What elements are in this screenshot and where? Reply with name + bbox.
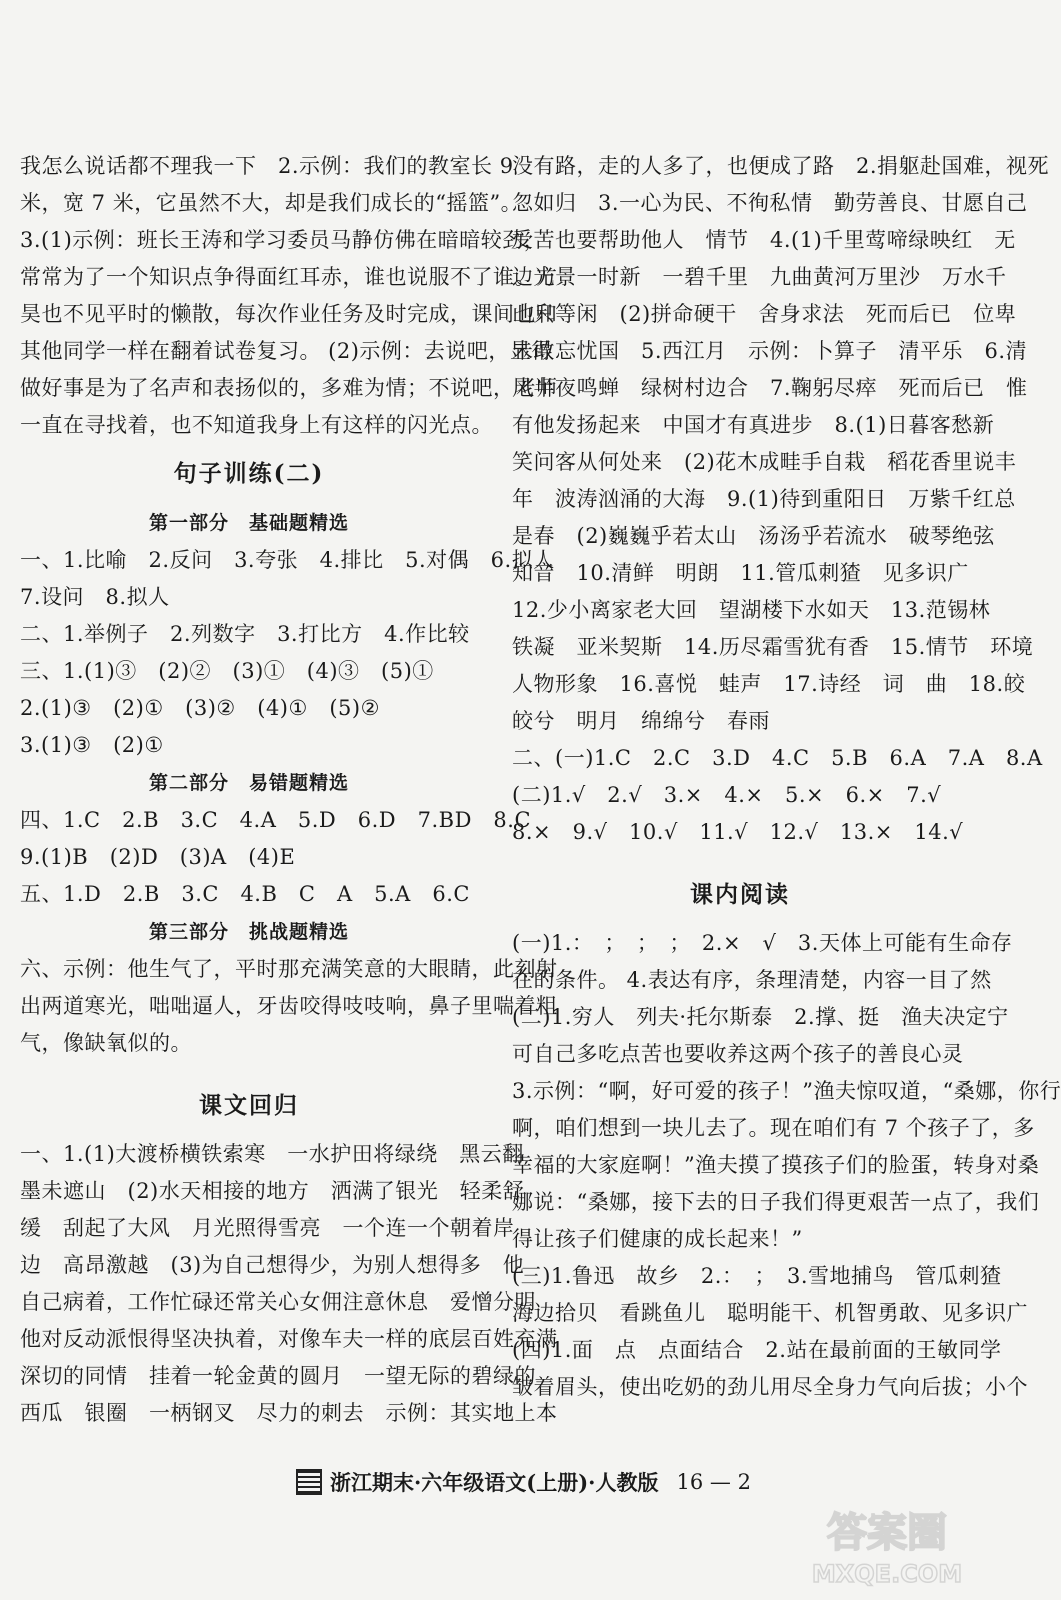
text-line: 昊也不见平时的懒散，每次作业任务及时完成，课间也和 [20, 302, 558, 326]
watermark-url: MXQE.COM [811, 1560, 963, 1588]
text-line: 出两道寒光，咄咄逼人，牙齿咬得吱吱响，鼻子里喘着粗 [20, 994, 558, 1018]
text-line: 四、1.C 2.B 3.C 4.A 5.D 6.D 7.BD 8.C [20, 808, 532, 832]
text-line: 9.(1)B (2)D (3)A (4)E [20, 845, 296, 869]
right-column [512, 148, 1061, 1406]
page-number: 16 — 2 [676, 1470, 751, 1494]
text-line: 一直在寻找着，也不知道我身上有这样的闪光点。 [20, 413, 493, 437]
publisher-logo-icon [296, 1469, 322, 1495]
text-line: 8.× 9.√ 10.√ 11.√ 12.√ 13.× 14.√ [512, 820, 964, 844]
text-line: 未敢忘忧国 5.西江月 示例：卜算子 清平乐 6.清 [512, 339, 1028, 363]
text-line: 得让孩子们健康的成长起来！” [512, 1227, 803, 1251]
text-line: 娜说：“桑娜，接下去的日子我们得更艰苦一点了，我们 [512, 1190, 1040, 1214]
text-line: 山只等闲 (2)拼命硬干 舍身求法 死而后已 位卑 [512, 302, 1017, 326]
text-line: 常常为了一个知识点争得面红耳赤，谁也说服不了谁。方 [20, 265, 558, 289]
text-line: 西瓜 银圈 一柄钢叉 尽力的刺去 示例：其实地上本 [20, 1401, 558, 1425]
text-line: 2.(1)③ (2)① (3)② (4)① (5)② [20, 696, 380, 720]
text-line: 3.示例：“啊，好可爱的孩子！”渔夫惊叹道，“桑娜，你行 [512, 1079, 1061, 1103]
left-part3 [20, 951, 558, 1062]
text-line: 是春 (2)巍巍乎若太山 汤汤乎若流水 破琴绝弦 [512, 524, 995, 548]
text-line: 笑问客从何处来 (2)花木成畦手自栽 稻花香里说丰 [512, 450, 1017, 474]
section-heading-text-review: 课文回归 [199, 1092, 299, 1119]
text-line: 人物形象 16.喜悦 蛙声 17.诗经 词 曲 18.皎 [512, 672, 1026, 696]
text-line: 边 高昂激越 (3)为自己想得少，为别人想得多 他 [20, 1253, 525, 1277]
page-footer [296, 1467, 751, 1497]
text-line: 铁凝 亚米契斯 14.历尽霜雪犹有香 15.情节 环境 [512, 635, 1034, 659]
text-line: 缓 刮起了大风 月光照得雪亮 一个连一个朝着岸 [20, 1216, 515, 1240]
text-line: 一、1.(1)大渡桥横铁索寒 一水护田将绿绕 黑云翻 [20, 1142, 524, 1166]
watermark-text: 答案圈 [827, 1510, 947, 1556]
text-line: 在的条件。 4.表达有序，条理清楚，内容一目了然 [512, 968, 992, 992]
text-line: 可自己多吃点苦也要收养这两个孩子的善良心灵 [512, 1042, 964, 1066]
text-line: 五、1.D 2.B 3.C 4.B C A 5.A 6.C [20, 882, 470, 906]
text-line: (四)1.面 点 点面结合 2.站在最前面的王敏同学 [512, 1338, 1002, 1362]
subheading-part-three: 第三部分 挑战题精选 [148, 921, 349, 943]
text-line: 气，像缺氧似的。 [20, 1031, 192, 1055]
text-line: (三)1.鲁迅 故乡 2.： ； 3.雪地捕鸟 管瓜刺猹 [512, 1264, 1002, 1288]
subheading-part-one: 第一部分 基础题精选 [148, 512, 349, 534]
left-part4 [20, 1136, 558, 1432]
left-part2 [20, 802, 532, 913]
text-line: 一、1.比喻 2.反问 3.夸张 4.排比 5.对偶 6.拟人 [20, 548, 555, 572]
watermark-logo [792, 1500, 982, 1592]
text-line: 深切的同情 挂着一轮金黄的圆月 一望无际的碧绿的 [20, 1364, 536, 1388]
text-line: 7.设问 8.拟人 [20, 585, 170, 609]
left-para1 [20, 148, 558, 444]
text-line: 自己病着，工作忙碌还常关心女佣注意休息 爱憎分明 [20, 1290, 536, 1314]
text-line: 风半夜鸣蝉 绿树村边合 7.鞠躬尽瘁 死而后已 惟 [512, 376, 1028, 400]
footer-title: 浙江期末·六年级语文(上册)·人教版 [330, 1470, 659, 1495]
section-heading-in-class-reading: 课内阅读 [690, 881, 790, 908]
right-part2 [512, 925, 1061, 1406]
text-line: 边光景一时新 一碧千里 九曲黄河万里沙 万水千 [512, 265, 1007, 289]
text-line: 啊，咱们想到一块儿去了。现在咱们有 7 个孩子了，多 [512, 1116, 1035, 1140]
subheading-part-two: 第二部分 易错题精选 [148, 772, 349, 794]
text-line: 年 波涛汹涌的大海 9.(1)待到重阳日 万紫千红总 [512, 487, 1016, 511]
text-line: 知音 10.清鲜 明朗 11.管瓜刺猹 见多识广 [512, 561, 969, 585]
left-column [20, 148, 558, 1432]
text-line: 受苦也要帮助他人 情节 4.(1)千里莺啼绿映红 无 [512, 228, 1016, 252]
text-line: 二、(一)1.C 2.C 3.D 4.C 5.B 6.A 7.A 8.A [512, 746, 1043, 770]
text-line: 三、1.(1)③ (2)② (3)① (4)③ (5)① [20, 659, 434, 683]
text-line: 皎兮 明月 绵绵兮 春雨 [512, 709, 770, 733]
text-line: (二)1.√ 2.√ 3.× 4.× 5.× 6.× 7.√ [512, 783, 942, 807]
text-line: 有他发扬起来 中国才有真进步 8.(1)日暮客愁新 [512, 413, 995, 437]
text-line: 他对反动派恨得坚决执着，对像车夫一样的底层百姓充满 [20, 1327, 558, 1351]
text-line: 做好事是为了名声和表扬似的，多难为情；不说吧，老师 [20, 376, 558, 400]
text-line: 二、1.举例子 2.列数字 3.打比方 4.作比较 [20, 622, 470, 646]
text-line: 幸福的大家庭啊！”渔夫摸了摸孩子们的脸蛋，转身对桑 [512, 1153, 1040, 1177]
text-line: 没有路，走的人多了，也便成了路 2.捐躯赴国难，视死 [512, 154, 1050, 178]
text-line: 我怎么说话都不理我一下 2.示例：我们的教室长 9 [20, 154, 514, 178]
text-line: 3.(1)示例：班长王涛和学习委员马静仿佛在暗暗较劲， [20, 228, 546, 252]
right-part1 [512, 148, 1050, 851]
text-line: 墨未遮山 (2)水天相接的地方 洒满了银光 轻柔舒 [20, 1179, 525, 1203]
text-line: 忽如归 3.一心为民、不徇私情 勤劳善良、甘愿自己 [512, 191, 1028, 215]
text-line: 12.少小离家老大回 望湖楼下水如天 13.范锡林 [512, 598, 991, 622]
text-line: 其他同学一样在翻着试卷复习。 (2)示例：去说吧，显得 [20, 339, 553, 363]
text-line: 米，宽 7 米，它虽然不大，却是我们成长的“摇篮”。 [20, 191, 523, 215]
text-line: 六、示例：他生气了，平时那充满笑意的大眼睛，此刻射 [20, 957, 558, 981]
left-part1 [20, 542, 555, 764]
text-line: (一)1.： ； ； ； 2.× √ 3.天体上可能有生命存 [512, 931, 1013, 955]
text-line: 海边拾贝 看跳鱼儿 聪明能干、机智勇敢、见多识广 [512, 1301, 1028, 1325]
section-heading-sentence-training: 句子训练(二) [173, 460, 325, 487]
text-line: (二)1.穷人 列夫·托尔斯泰 2.撑、挺 渔夫决定宁 [512, 1005, 1009, 1029]
text-line: 皱着眉头，使出吃奶的劲儿用尽全身力气向后拔；小个 [512, 1375, 1028, 1399]
text-line: 3.(1)③ (2)① [20, 733, 164, 757]
